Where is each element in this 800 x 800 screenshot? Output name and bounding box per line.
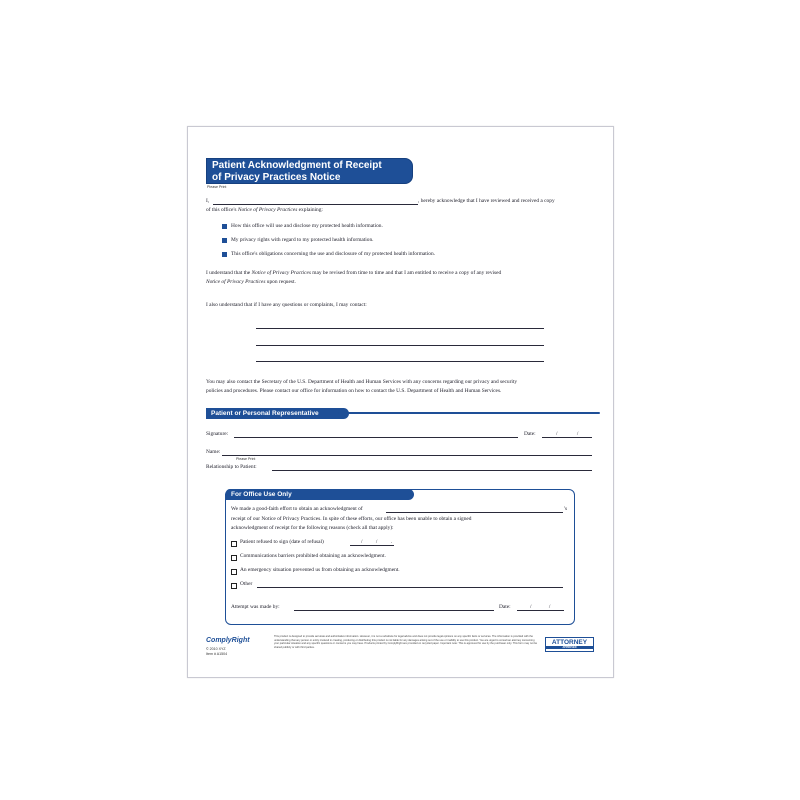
- signature-label: Signature:: [206, 431, 229, 437]
- office-use-box: [225, 489, 575, 625]
- legal-disclaimer: This product is designed to provide accurate and authoritative information. However, it is not a substitute for legal advice and does not provide legal opinions on any specific facts or services. The information is provided with the understanding that any person or entity involved in creating, producing or distributing this product is not liable for any damages arising out of the use or inability to use this product. You are urged to consult an attorney concerning your particular situation and any specific questions or concerns you may have. Products printed by ComplyRight are provided on recycled paper. Important note: This is approved for use by the purchaser only. This form may not be shared publicly or with third parties.: [274, 635, 538, 649]
- title-line-1: Patient Acknowledgment of Receipt: [212, 160, 382, 171]
- office-line-3: acknowledgment of receipt for the following reasons (check all that apply):: [231, 525, 394, 531]
- hhs-line-1: You may also contact the Secretary of the U.S. Department of Health and Human Services with any concerns regarding our privacy and security: [206, 379, 518, 385]
- section-header-patient: Patient or Personal Representative: [206, 408, 349, 419]
- checkbox-refused[interactable]: [231, 541, 237, 547]
- ack-I: I,: [206, 198, 210, 204]
- bullet-item: This office's obligations concerning the use and disclosure of my protected health information.: [231, 251, 436, 257]
- contact-text: I also understand that if I have any questions or complaints, I may contact:: [206, 302, 367, 308]
- bullet-item: How this office will use and disclose my protected health information.: [231, 223, 383, 229]
- relationship-line[interactable]: [272, 470, 592, 471]
- attorney-approved-badge: [545, 637, 594, 652]
- ack-line-2: of this office's Notice of Privacy Practices explaining:: [206, 207, 323, 213]
- section-divider: [338, 412, 600, 414]
- contact-line-1[interactable]: [256, 328, 544, 329]
- name-line[interactable]: [222, 455, 592, 456]
- hhs-line-2: policies and procedures. Please contact our office for information on how to contact the U.S. Department of Health and Human Services.: [206, 388, 502, 394]
- relationship-label: Relationship to Patient:: [206, 464, 257, 470]
- bullet-icon: [222, 252, 227, 257]
- title-line-2: of Privacy Practices Notice: [212, 172, 341, 183]
- option-other: Other: [240, 581, 253, 587]
- privacy-acknowledgment-form: [187, 126, 614, 678]
- other-reason-line[interactable]: [257, 587, 563, 588]
- attempt-label: Attempt was made by:: [231, 604, 280, 610]
- date-label: Date:: [524, 431, 536, 437]
- option-emergency: An emergency situation prevented us from obtaining an acknowledgment.: [240, 567, 400, 573]
- patient-name-office-line[interactable]: [386, 512, 563, 513]
- patient-name-line[interactable]: [213, 204, 418, 205]
- checkbox-communications[interactable]: [231, 555, 237, 561]
- bullet-icon: [222, 224, 227, 229]
- bullet-icon: [222, 238, 227, 243]
- office-use-header: For Office Use Only: [226, 489, 414, 500]
- office-date-label: Date:: [499, 604, 511, 610]
- name-please-print: Please Print: [236, 457, 256, 461]
- office-date-slashes: / /: [530, 604, 559, 610]
- complyright-logo: ComplyRight: [206, 637, 250, 644]
- attorney-sub-text: APPROVED: [546, 646, 593, 649]
- office-line-1: We made a good-faith effort to obtain an acknowledgment of: [231, 506, 363, 512]
- please-print-note: Please Print: [207, 185, 227, 189]
- attorney-main-text: ATTORNEY: [551, 639, 588, 646]
- date-slashes: / /: [556, 431, 588, 437]
- checkbox-emergency[interactable]: [231, 569, 237, 575]
- option-communications: Communications barriers prohibited obtaining an acknowledgment.: [240, 553, 386, 559]
- form-title: [206, 158, 413, 184]
- refusal-date-slashes: / / .: [361, 539, 399, 545]
- attempt-line[interactable]: [294, 610, 494, 611]
- copyright-line-1: © 2010 XYZ: [206, 647, 226, 651]
- understand-line-2: Notice of Privacy Practices upon request.: [206, 279, 296, 285]
- bullet-item: My privacy rights with regard to my protected health information.: [231, 237, 374, 243]
- signature-line[interactable]: [234, 437, 518, 438]
- contact-line-3[interactable]: [256, 361, 544, 362]
- contact-line-2[interactable]: [256, 345, 544, 346]
- understand-line-1: I understand that the Notice of Privacy Practices may be revised from time to time and that I am entitled to receive a copy of any revised: [206, 270, 502, 276]
- ack-text: , hereby acknowledge that I have reviewed and received a copy: [418, 198, 555, 204]
- office-line-1-suffix: 's: [564, 506, 568, 512]
- option-refused: Patient refused to sign (date of refusal): [240, 539, 324, 545]
- copyright-line-2: Item # A1504: [206, 652, 228, 656]
- checkbox-other[interactable]: [231, 583, 237, 589]
- name-label: Name:: [206, 449, 221, 455]
- office-line-2: receipt of our Notice of Privacy Practices. In spite of these efforts, our office has been unable to obtain a signed: [231, 516, 472, 522]
